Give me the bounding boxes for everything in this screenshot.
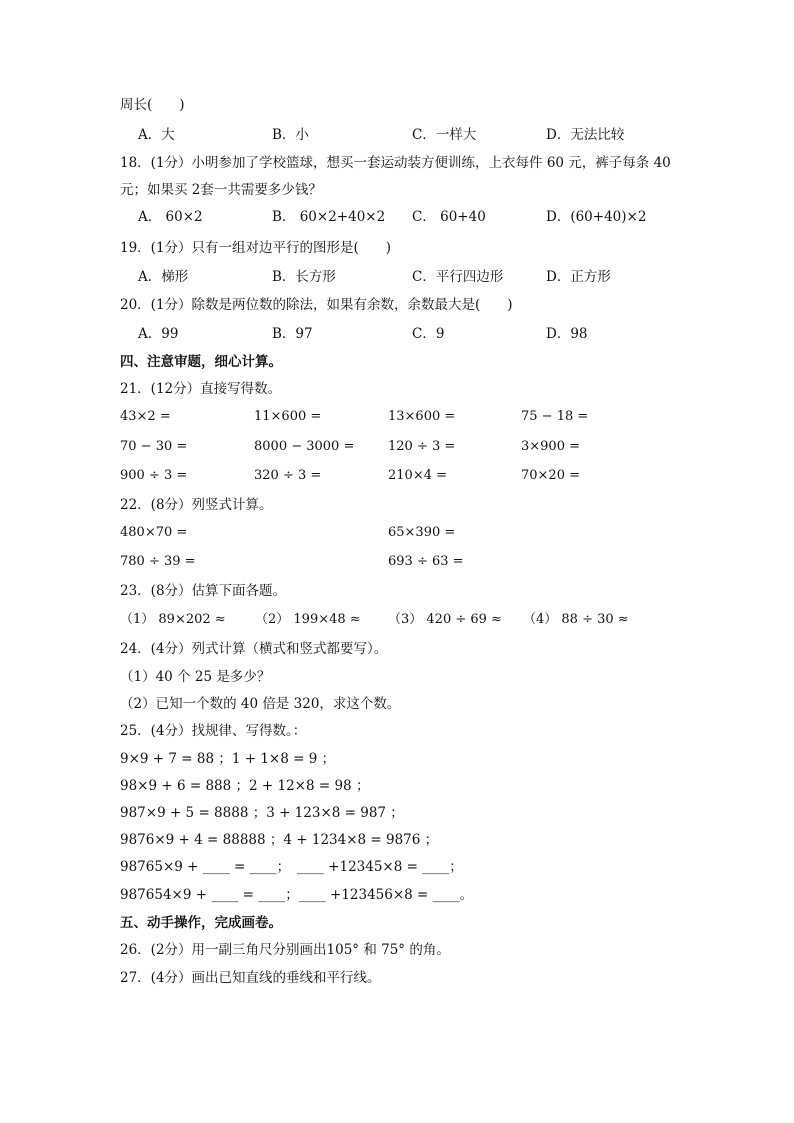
q19-option-b: B．长方形 [272, 269, 336, 285]
q19-options [138, 268, 738, 286]
q21-item: 120 ÷ 3 = [388, 439, 456, 454]
q17-option-b: B．小 [272, 127, 309, 143]
q17-options [138, 126, 738, 144]
q20-option-b: B．97 [272, 326, 313, 342]
q21-item: 70 − 30 = [120, 439, 188, 454]
q21-item: 70×20 = [521, 468, 581, 483]
q20-option-d: D．98 [546, 326, 588, 342]
q18-stem-line2: 元；如果买 2套一共需要多少钱？ [120, 182, 322, 198]
q23-item: （2） 199×48 ≈ [255, 612, 361, 627]
q21-item: 320 ÷ 3 = [254, 468, 322, 483]
q20-option-c: C．9 [412, 326, 445, 342]
q18-options [138, 208, 738, 226]
q24-sub-2: （2）已知一个数的 40 倍是 320，求这个数。 [120, 696, 401, 712]
section-four-heading: 四、注意审题，细心计算。 [120, 354, 282, 370]
q25-stem: 25．(4分）找规律、写得数。： [120, 723, 307, 739]
q17-option-a: A．大 [138, 127, 175, 143]
q21-row-1 [120, 408, 680, 426]
q21-item: 210×4 = [388, 468, 448, 483]
q21-item: 8000 − 3000 = [254, 439, 355, 454]
q21-item: 43×2 = [120, 409, 171, 424]
q21-stem: 21．(12分）直接写得数。 [120, 381, 282, 397]
q24-stem: 24．(4分）列式计算（横式和竖式都要写）。 [120, 641, 388, 657]
q23-stem: 23．(8分）估算下面各题。 [120, 583, 287, 599]
q21-row-3 [120, 467, 680, 485]
q25-pattern-line: 9×9 + 7 = 88 ；1 + 1×8 = 9 ； [120, 751, 336, 767]
q19-stem: 19．(1分）只有一组对边平行的图形是( ) [120, 240, 392, 256]
q22-item: 65×390 = [388, 525, 456, 540]
q26-stem: 26．(2分）用一副三角尺分别画出105° 和 75° 的角。 [120, 942, 450, 958]
q25-fill-line: 98765×9 + ____ = ____； ____ +12345×8 = ____； [120, 859, 463, 875]
q25-pattern-line: 98×9 + 6 = 888 ；2 + 12×8 = 98 ； [120, 778, 370, 794]
q22-row-1 [120, 524, 680, 542]
q18-stem-line1: 18．(1分）小明参加了学校篮球，想买一套运动装方便训练，上衣每件 60 元，裤子每条 40 [120, 155, 671, 171]
q20-options [138, 325, 738, 343]
q25-pattern-line: 987×9 + 5 = 8888 ；3 + 123×8 = 987 ； [120, 805, 404, 821]
q21-item: 75 − 18 = [521, 409, 589, 424]
q24-sub-1: （1）40 个 25 是多少？ [120, 669, 271, 685]
q23-item: （3） 420 ÷ 69 ≈ [388, 612, 502, 627]
q23-item: （1） 89×202 ≈ [120, 612, 226, 627]
q19-option-a: A．梯形 [138, 269, 189, 285]
q21-item: 11×600 = [254, 409, 322, 424]
section-five-heading: 五、动手操作，完成画卷。 [120, 915, 282, 931]
q21-item: 3×900 = [521, 439, 581, 454]
q18-option-d: D．(60+40)×2 [546, 209, 647, 225]
q22-item: 780 ÷ 39 = [120, 554, 196, 569]
q22-item: 693 ÷ 63 = [388, 554, 464, 569]
q17-option-c: C．一样大 [412, 127, 477, 143]
q27-stem: 27．(4分）画出已知直线的垂线和平行线。 [120, 970, 381, 986]
q21-item: 900 ÷ 3 = [120, 468, 188, 483]
q21-row-2 [120, 438, 680, 456]
q21-item: 13×600 = [388, 409, 456, 424]
q22-row-2 [120, 553, 680, 571]
q22-stem: 22．(8分）列竖式计算。 [120, 497, 273, 513]
q18-option-b: B． 60×2+40×2 [272, 209, 386, 225]
q17-stem-tail: 周长( ) [120, 97, 185, 113]
q23-items [120, 611, 720, 629]
q25-fill-line: 987654×9 + ____ = ____；____ +123456×8 = ____。 [120, 887, 474, 903]
q19-option-d: D．正方形 [546, 269, 611, 285]
q18-option-a: A． 60×2 [138, 209, 203, 225]
q20-option-a: A．99 [138, 326, 179, 342]
q18-option-c: C． 60+40 [412, 209, 486, 225]
q17-option-d: D．无法比较 [546, 127, 625, 143]
q20-stem: 20．(1分）除数是两位数的除法，如果有余数，余数最大是( ) [120, 297, 513, 313]
q25-pattern-line: 9876×9 + 4 = 88888 ；4 + 1234×8 = 9876 ； [120, 832, 439, 848]
q22-item: 480×70 = [120, 525, 188, 540]
q23-item: （4） 88 ÷ 30 ≈ [523, 612, 629, 627]
q19-option-c: C．平行四边形 [412, 269, 504, 285]
